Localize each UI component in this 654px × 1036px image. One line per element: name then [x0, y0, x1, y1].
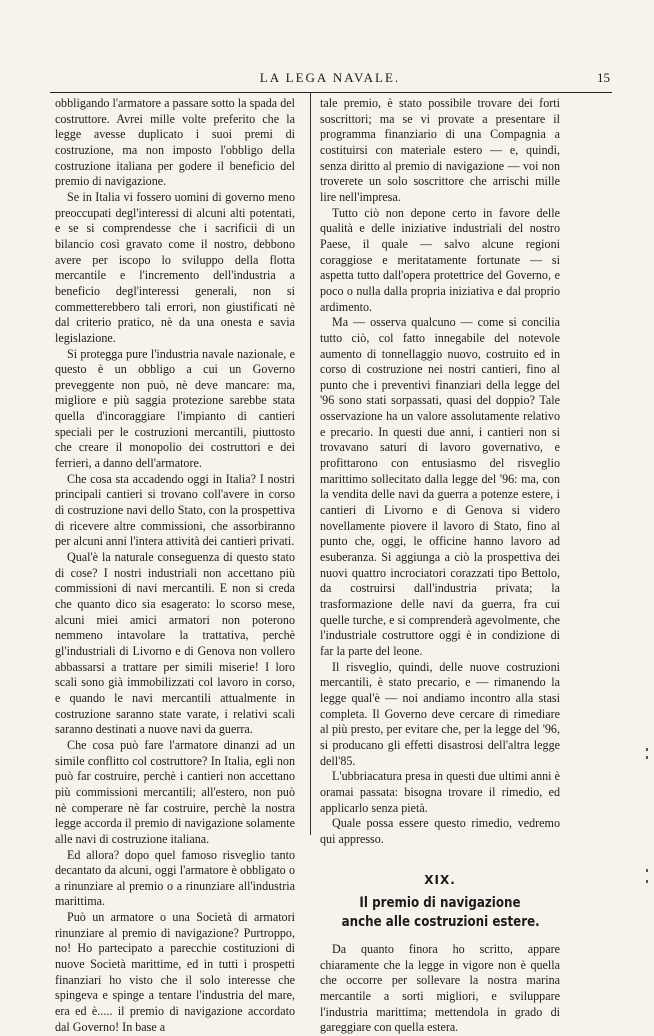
margin-mark: [646, 748, 648, 751]
header-rule: [50, 92, 612, 93]
page-number: 15: [597, 70, 610, 85]
paragraph: L'ubbriacatura presa in questi due ultimi anni è oramai passata: bisogna trovare il rimedio, ed applicarlo senza pietà.: [320, 769, 560, 815]
paragraph: Ma — osserva qualcuno — come si concilia tutto ciò, col fatto innegabile del notevole aumento di tonnellaggio nuovo, costruito ed in corso di costruzione nei nostri cantieri, fino al punto che i preventivi finanziari della legge del '96 sono stati sorpassati, quasi del doppio? Tale osservazione ha un valore assolutamente relativo e precario. In questi due anni, i cantieri non si trovavano saturi di lavoro governativo, e profittarono con entusiasmo del risveglio marittimo sollecitato dalla legge del '96: ma, con la vendita delle navi da guerra a potenze estere, i cantieri di Livorno e di Genova si videro novellamente piovere il lavoro di Stato, fino al punto che, oggi, le officine hanno lavoro ad esuberanza. Si aggiunga a ciò la prospettiva dei nuovi quattro incrociatori corazzati tipo Bettolo, da costruirsi dall'industria privata; la trasformazione delle navi da guerra, fra cui quelle turche, e si comprenderà agevolmente, che l'industriale costruttore oggi è in condizione di far la parte del leone.: [320, 315, 560, 658]
paragraph: Se in Italia vi fossero uomini di governo meno preoccupati degl'interessi di alcuni alti potentati, e se si comprendesse che i sacrificii di un bilancio così gravato come il nostro, debbono avere per iscopo lo sviluppo della flotta mercantile e l'incremento dell'industria a beneficio degl'interessi generali, non si commetterebbero tali errori, non giustificati nè dal criterio pratico, nè da una onesta e savia legislazione.: [55, 189, 295, 345]
margin-mark: [646, 869, 648, 872]
running-header: [50, 70, 610, 92]
paragraph: Tutto ciò non depone certo in favore delle qualità e delle iniziative industriali del nostro Paese, il quale — salvo alcune regioni coraggiose e meritatamente fortunate — si aspetta tutto dall'opera protettrice del Governo, e poco o nulla dalla propria iniziativa e dal proprio ardimento.: [320, 205, 560, 314]
column-divider: [310, 93, 311, 835]
margin-mark: [646, 756, 648, 759]
journal-title: LA LEGA NAVALE.: [259, 70, 401, 85]
paragraph: tale premio, è stato possibile trovare dei forti soscrittori; ma se vi provate a presentare il programma finanziario di una Compagnia a costituirsi con materiale estero — e, quindi, senza diritto al premio di navigazione — voi non troverete un solo soscrittore che arrischi mille lire nell'impresa.: [320, 96, 560, 204]
paragraph: Il risveglio, quindi, delle nuove costruzioni mercantili, è stato precario, e — rimanendo la legge qual'è — noi andiamo incontro alla stasi completa. Il Governo deve cercare di rimediare al più presto, per evitare che, per la legge del '96, si producano gli effetti disastrosi dell'altra legge dell'85.: [320, 659, 560, 768]
paragraph: Quale possa essere questo rimedio, vedremo qui appresso.: [320, 816, 560, 846]
paragraph: Qual'è la naturale conseguenza di questo stato di cose? I nostri industriali non accettano più commissioni di navi mercantili. E non si creda che quanto dico sia esagerato: lo scorso mese, alcuni miei amici armatori non poterono nemmeno intavolare la trattativa, perchè gl'industriali di Livorno e di Genova non vollero abbassarsi a trattare per simili miserie! I loro scali sono già immobilizzati col lavoro in corso, e quando le navi mercantili attualmente in costruzione saranno state varate, i relativi scali saranno destinati a nuove navi da guerra.: [55, 550, 295, 737]
paragraph: obbligando l'armatore a passare sotto la spada del costruttore. Avrei mille volte preferito che la legge avesse duplicato i suoi premi di costruzione, ma non imposto l'obbligo della costruzione italiana per godere il beneficio del premio di navigazione.: [55, 96, 295, 189]
paragraph: Da quanto finora ho scritto, appare chiaramente che la legge in vigore non è quella che occorre per sollevare la nostra marina mercantile a sorti migliori, e sviluppare l'industria marittima; mettendola in grado di gareggiare con quella estera.: [320, 942, 560, 1035]
margin-mark: [646, 880, 648, 883]
paragraph: Che cosa sta accadendo oggi in Italia? I nostri principali cantieri si trovano coll'avere in corso di costruzione navi dello Stato, con la prospettiva di ricevere altre commissioni, che assorbiranno per alcuni anni l'intera attività dei cantieri privati.: [55, 471, 295, 549]
paragraph: Ed allora? dopo quel famoso risveglio tanto decantato da alcuni, oggi l'armatore è obbligato o a rinunziare al premio o a rinunziare all'industria marittima.: [55, 847, 295, 909]
right-column: [320, 96, 560, 1036]
paragraph: Che cosa può fare l'armatore dinanzi ad un simile conflitto col costruttore? In Italia, egli non può far costruire, perchè i cantieri non accettano più commissioni mercantili; all'estero, non può nè comperare nè far costruire, perchè la nostra legge accorda il premio di navigazione solamente alle navi di costruzione italiana.: [55, 737, 295, 846]
section-title-line-2: anche alle costruzioni estere.: [341, 914, 540, 931]
paragraph: Può un armatore o una Società di armatori rinunziare al premio di navigazione? Purtroppo, no! Ho partecipato a parecchie costituzioni di nuove Società marittime, ed in tutti i prospetti finanziari ho visto che il solo interesse che spingeva e spinge a tentare l'industria del mare, era ed è..... il premio di navigazione accordato dal Governo! In base a: [55, 910, 295, 1034]
section-heading: [320, 873, 560, 933]
paragraph: Si protegga pure l'industria navale nazionale, e questo è un obbligo a cui un Governo preveggente non può, nè deve mancare: ma, migliore e più saggia protezione sarebbe stata quella d'incoraggiare l'impianto di cantieri speciali per le costruzioni mercantili, piuttosto che creare il monopolio dei costruttori e dei ferrieri, a danno dell'armatore.: [55, 346, 295, 471]
left-column: [55, 96, 295, 1035]
section-title-line-1: Il premio di navigazione: [359, 895, 521, 912]
section-number: XIX.: [424, 872, 456, 887]
